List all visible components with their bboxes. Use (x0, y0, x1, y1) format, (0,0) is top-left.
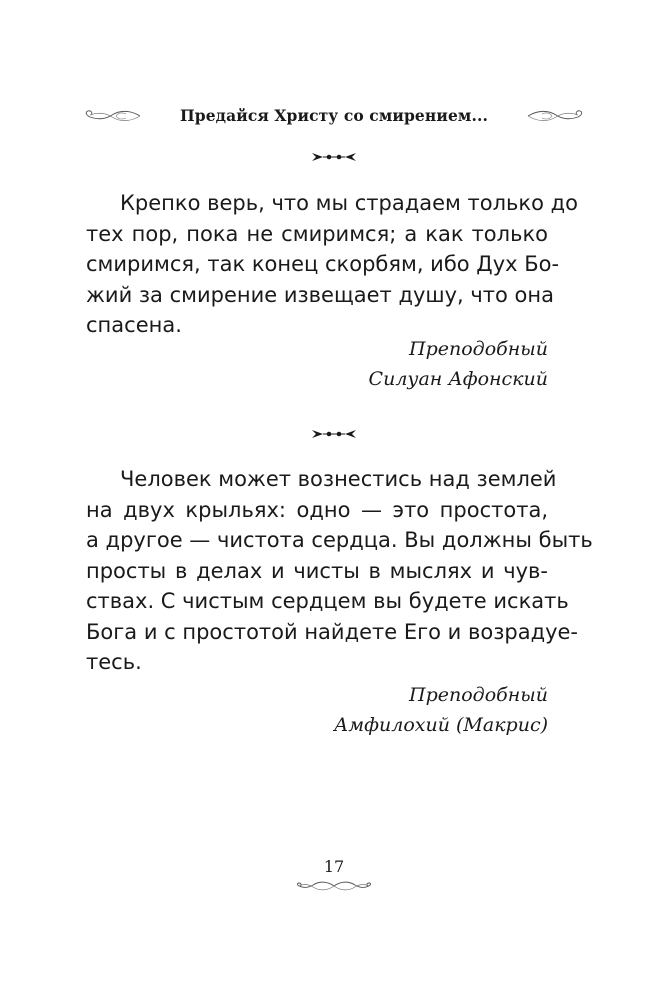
flourish-icon (295, 881, 373, 898)
running-title: Предайся Христу со смирением... (180, 106, 488, 125)
attribution-name: Силуан Афонский (368, 368, 548, 390)
fleuron-icon (311, 428, 357, 445)
flourish-right-icon (526, 106, 586, 131)
quote-paragraph (86, 464, 593, 678)
attribution-name: Амфилохий (Макрис) (333, 714, 548, 736)
text-line: просты в делах и чисты в мыслях и чув- (86, 558, 548, 583)
attribution-title: Преподобный (409, 684, 548, 706)
section-divider (0, 427, 668, 446)
running-header (80, 100, 588, 134)
text-line: Крепко верь, что мы страдаем только до (120, 191, 578, 215)
text-line: ствах. С чистым сердцем вы будете искать (86, 589, 569, 613)
text-line: на двух крыльях: одно — это простота, (86, 497, 548, 522)
attribution-title: Преподобный (409, 338, 548, 360)
section-divider (0, 150, 668, 169)
footer-ornament (0, 878, 668, 899)
text-line: тех пор, пока не смиримся; а как только (86, 221, 548, 246)
text-line: жий за смирение извещает душу, что она (86, 282, 554, 307)
text-line: а другое — чистота сердца. Вы должны быть (86, 528, 593, 552)
text-line: спасена. (86, 313, 182, 337)
quote-attribution (369, 334, 548, 394)
text-line: Человек может вознестись над землей (120, 467, 557, 491)
page-number: 17 (323, 857, 345, 876)
quote-paragraph (86, 188, 578, 341)
text-line: Бога и с простотой найдете Его и возрадуе- (86, 619, 579, 644)
text-line: смиримся, так конец скорбям, ибо Дух Бо- (86, 252, 560, 276)
text-line: тесь. (86, 650, 142, 674)
quote-attribution (334, 680, 548, 740)
fleuron-icon (311, 151, 357, 168)
